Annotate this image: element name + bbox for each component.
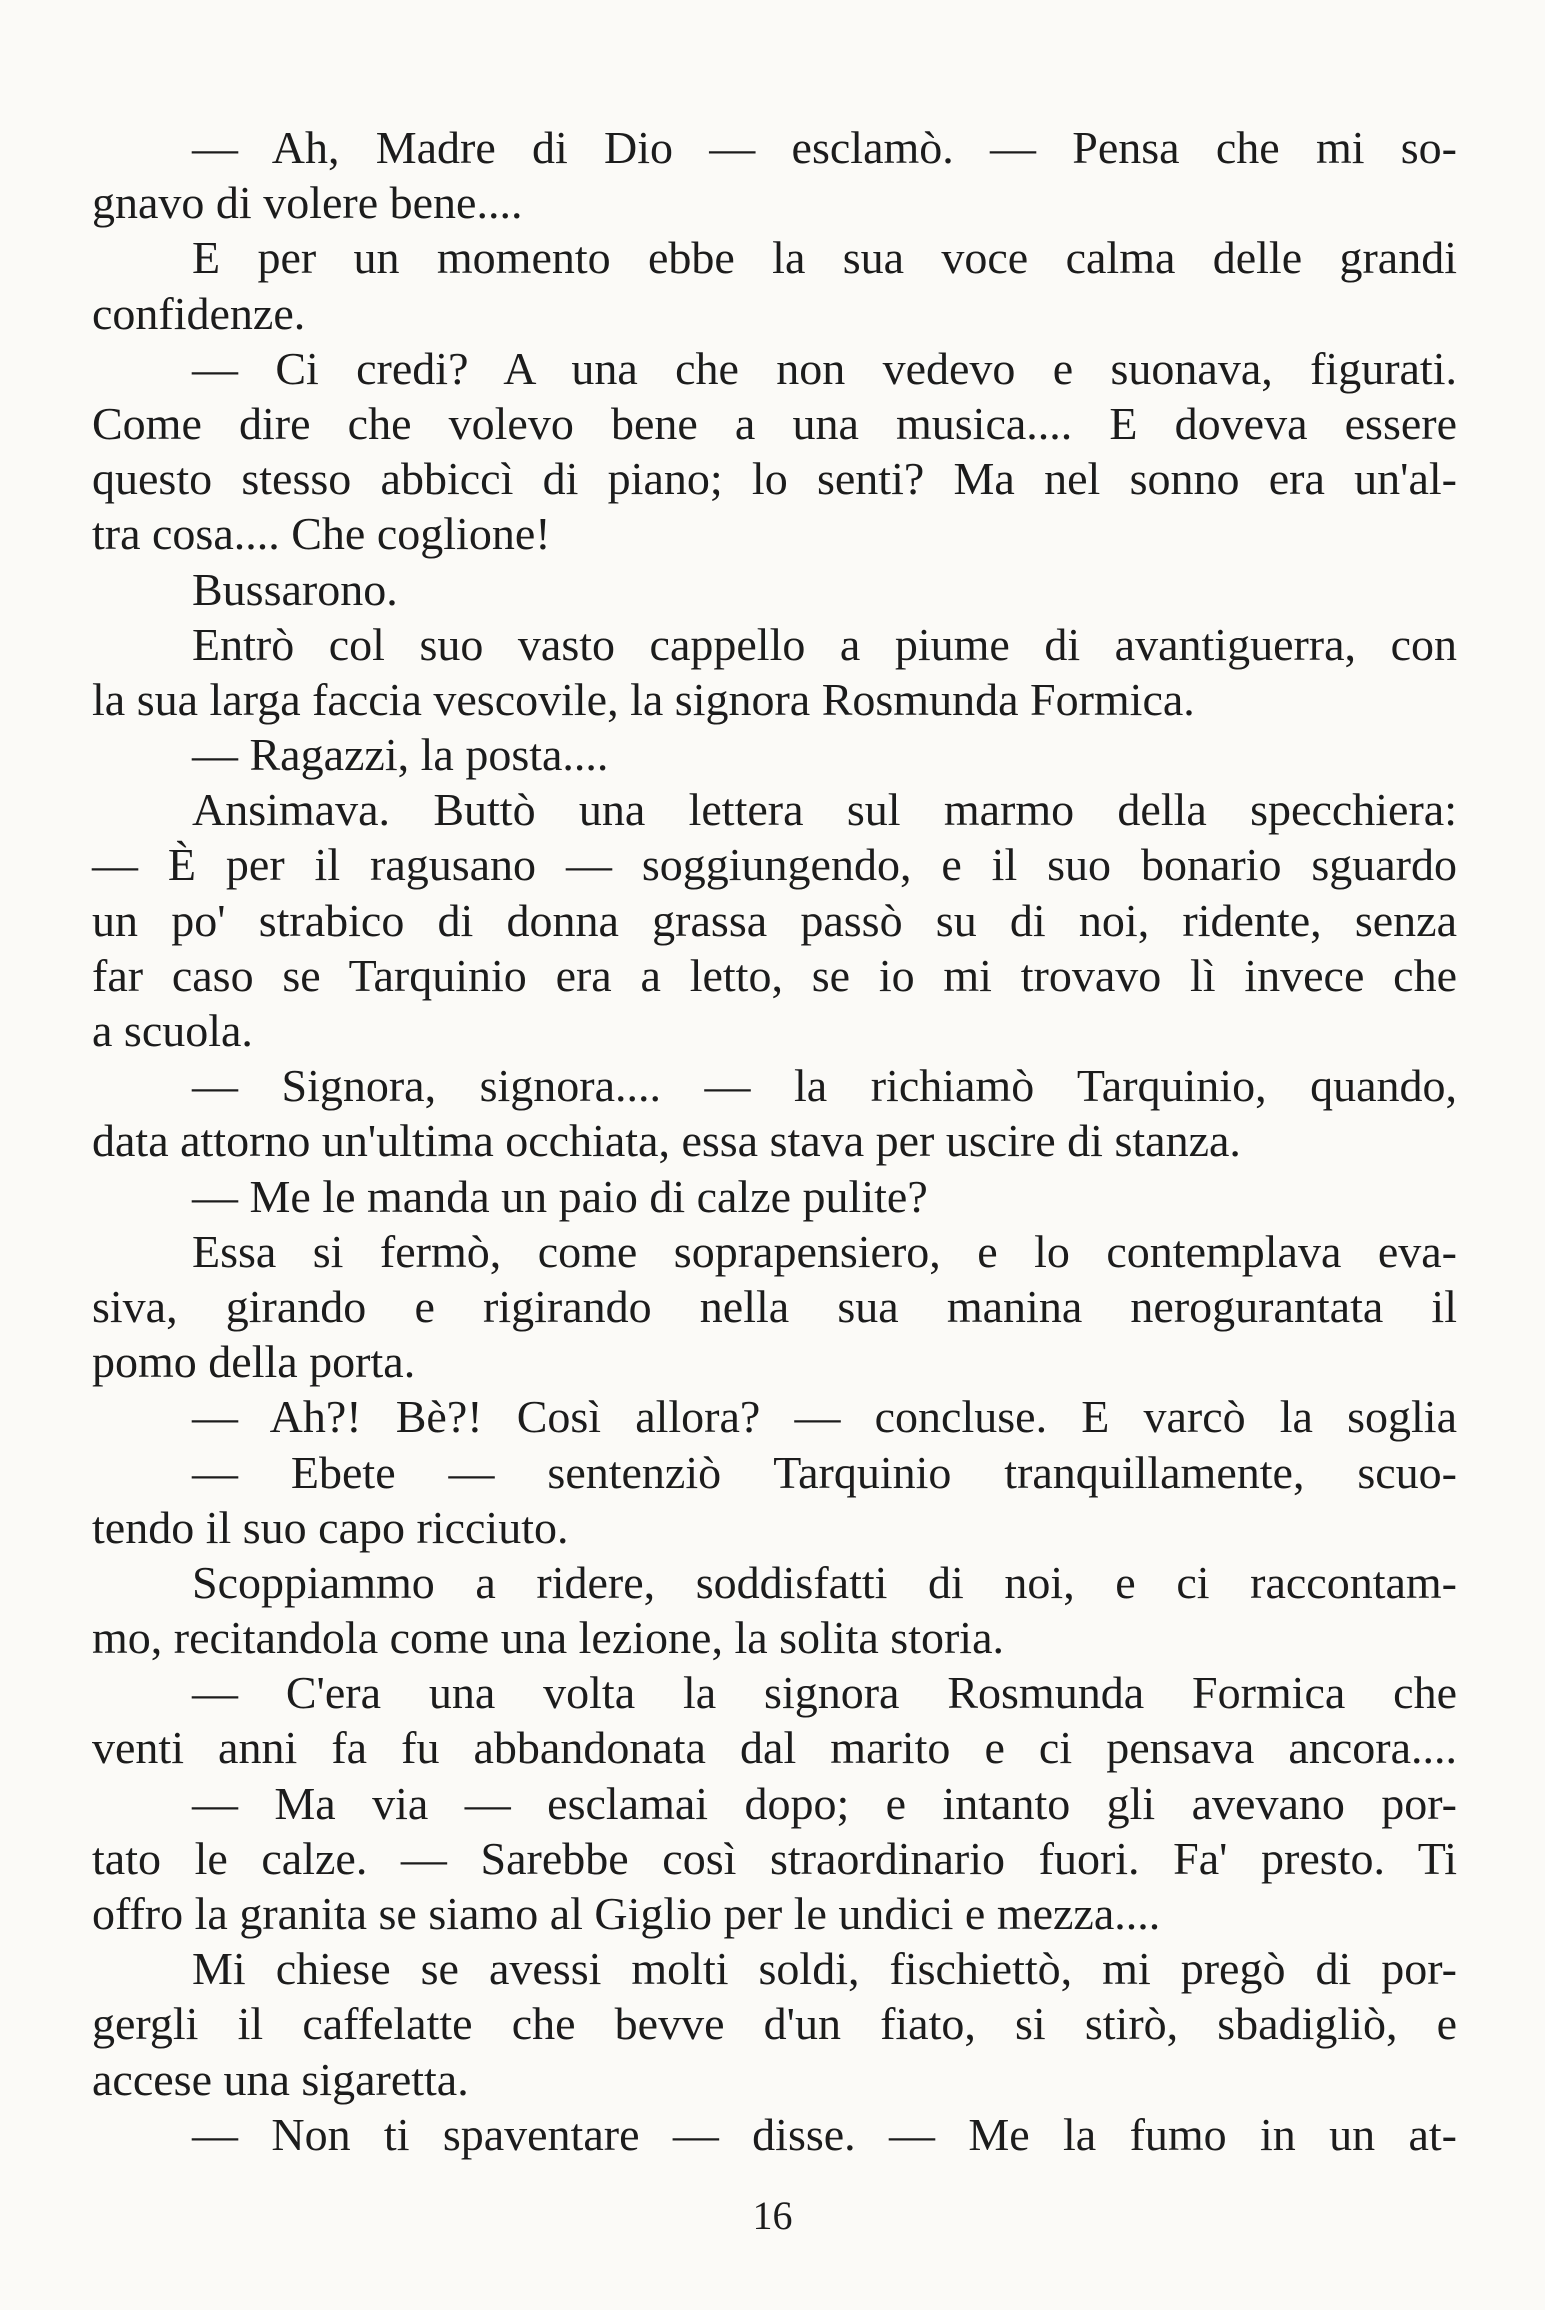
text-line: far caso se Tarquinio era a letto, se io mi trovavo lì invece che bbox=[92, 949, 1457, 1001]
text-line: Bussarono. bbox=[192, 563, 398, 615]
text-line: — Signora, signora.... — la richiamò Tarquinio, quando, bbox=[192, 1060, 1457, 1112]
text-line: questo stesso abbiccì di piano; lo senti? Ma nel sonno era un'al- bbox=[92, 453, 1457, 505]
text-line: gergli il caffelatte che bevve d'un fiato, si stirò, sbadigliò, e bbox=[92, 1998, 1457, 2050]
text-line: Entrò col suo vasto cappello a piume di avantiguerra, con bbox=[192, 618, 1457, 670]
text-line: Mi chiese se avessi molti soldi, fischiettò, mi pregò di por- bbox=[192, 1943, 1457, 1995]
text-line: E per un momento ebbe la sua voce calma delle grandi bbox=[192, 232, 1457, 284]
text-line: pomo della porta. bbox=[92, 1336, 416, 1388]
text-line: Scoppiammo a ridere, soddisfatti di noi, e ci raccontam- bbox=[192, 1556, 1457, 1608]
text-line: — Ah, Madre di Dio — esclamò. — Pensa che mi so- bbox=[192, 122, 1457, 173]
text-line: tra cosa.... Che coglione! bbox=[92, 508, 551, 560]
text-line: Ansimava. Buttò una lettera sul marmo della specchiera: bbox=[192, 784, 1457, 836]
body-text bbox=[92, 120, 1457, 2162]
text-line: mo, recitandola come una lezione, la solita storia. bbox=[92, 1612, 1005, 1664]
text-line: — Me le manda un paio di calze pulite? bbox=[192, 1170, 928, 1222]
text-line: venti anni fa fu abbandonata dal marito e ci pensava ancora.... bbox=[92, 1722, 1457, 1774]
text-line: — Ah?! Bè?! Così allora? — concluse. E varcò la soglia bbox=[192, 1391, 1457, 1443]
text-line: — Ebete — sentenziò Tarquinio tranquillamente, scuo- bbox=[192, 1446, 1457, 1498]
text-line: a scuola. bbox=[92, 1005, 253, 1056]
text-line: la sua larga faccia vescovile, la signora Rosmunda Formica. bbox=[92, 673, 1195, 725]
text-line: offro la granita se siamo al Giglio per le undici e mezza.... bbox=[92, 1888, 1161, 1939]
text-line: — Ma via — esclamai dopo; e intanto gli avevano por- bbox=[192, 1777, 1457, 1829]
text-line: — Ci credi? A una che non vedevo e suonava, figurati. bbox=[192, 342, 1457, 394]
text-line: data attorno un'ultima occhiata, essa stava per uscire di stanza. bbox=[92, 1115, 1241, 1167]
text-line: — Non ti spaventare — disse. — Me la fumo in un at- bbox=[192, 2108, 1457, 2160]
text-line: un po' strabico di donna grassa passò su di noi, ridente, senza bbox=[92, 894, 1457, 946]
page-number: 16 bbox=[752, 2193, 793, 2238]
text-line: gnavo di volere bene.... bbox=[92, 177, 523, 229]
text-line: tato le calze. — Sarebbe così straordinario fuori. Fa' presto. Ti bbox=[92, 1832, 1457, 1884]
text-line: Essa si fermò, come soprapensiero, e lo contemplava eva- bbox=[192, 1225, 1457, 1277]
text-line: — C'era una volta la signora Rosmunda Formica che bbox=[192, 1667, 1457, 1719]
text-line: — È per il ragusano — soggiungendo, e il suo bonario sguardo bbox=[92, 839, 1457, 891]
text-line: accese una sigaretta. bbox=[92, 2053, 469, 2105]
text-line: Come dire che volevo bene a una musica.... E doveva essere bbox=[92, 397, 1457, 449]
text-line: tendo il suo capo ricciuto. bbox=[92, 1501, 569, 1553]
text-line: siva, girando e rigirando nella sua manina nerogurantata il bbox=[92, 1280, 1457, 1332]
text-line: — Ragazzi, la posta.... bbox=[192, 729, 609, 781]
text-line: confidenze. bbox=[92, 287, 306, 339]
